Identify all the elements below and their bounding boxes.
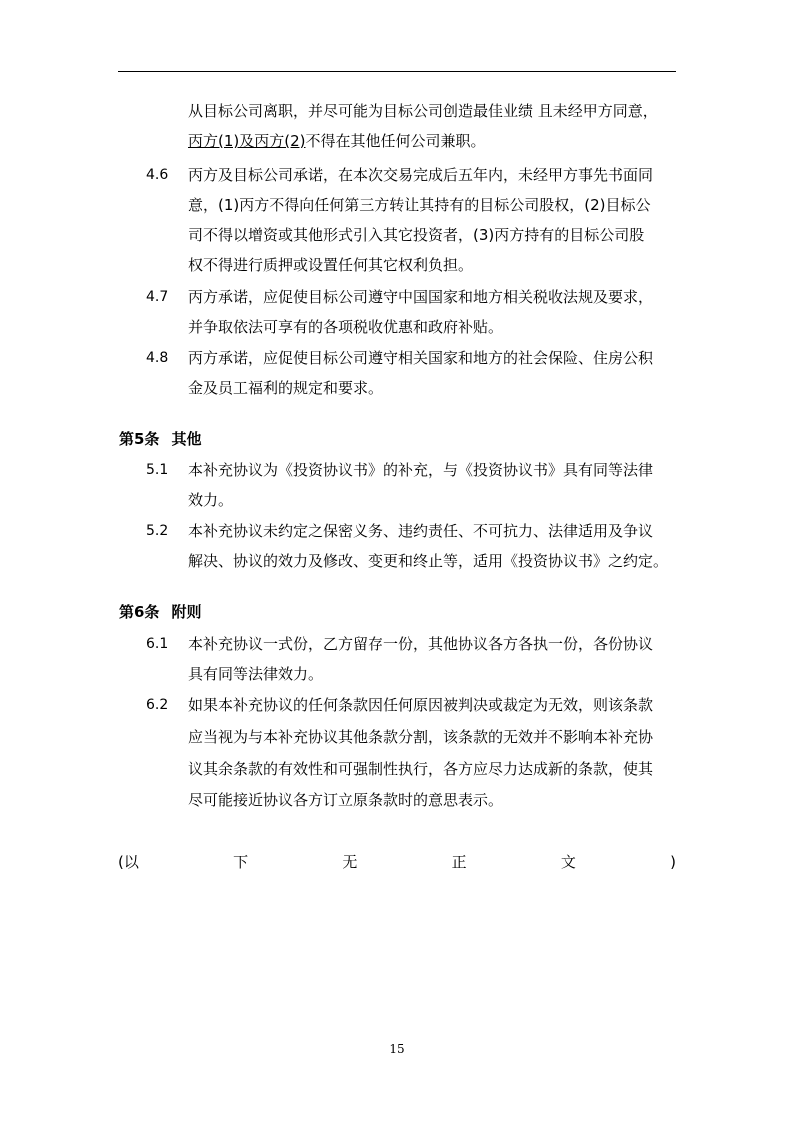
clause-6-2-line-3: 议其余条款的有效性和可强制性执行，各方应尽力达成新的条款，使其: [188, 760, 654, 778]
clause-number-6-1: 6.1: [146, 636, 169, 652]
end-marker-char: 文: [560, 853, 576, 871]
end-of-text-marker: [118, 851, 676, 873]
clause-4-8-line-1: 丙方承诺，应促使目标公司遵守相关国家和地方的社会保险、住房公积: [188, 349, 654, 367]
clause-5-1-line-2: 效力。: [188, 491, 234, 509]
clause-5-1-line-1: 本补充协议为《投资协议书》的补充，与《投资协议书》具有同等法律: [188, 461, 654, 479]
clause-4-7-line-2: 并争取依法可享有的各项税收优惠和政府补贴。: [188, 318, 504, 336]
clause-6-1-line-2: 具有同等法律效力。: [188, 665, 324, 683]
clause-number-4-8: 4.8: [146, 350, 169, 366]
header-rule: [118, 71, 676, 72]
section-6-label: 第6条: [119, 603, 160, 621]
clause-6-2-line-2: 应当视为与本补充协议其他条款分割，该条款的无效并不影响本补充协: [188, 728, 654, 746]
party-c-reference: 丙方(1)及丙方(2): [188, 132, 306, 150]
clause-4-6-line-3: 司不得以增资或其他形式引入其它投资者，(3)丙方持有的目标公司股: [188, 226, 645, 244]
section-6-heading: [119, 602, 201, 622]
end-marker-char: (以: [118, 853, 139, 871]
clause-4-8-line-2: 金及员工福利的规定和要求。: [188, 379, 384, 397]
section-5-title: 其他: [171, 430, 202, 448]
clause-6-1-line-1: 本补充协议一式份，乙方留存一份，其他协议各方各执一份，各份协议: [188, 635, 654, 653]
section-5-label: 第5条: [119, 430, 160, 448]
end-marker-char: ): [670, 853, 676, 871]
clause-number-4-7: 4.7: [146, 289, 169, 305]
clause-6-2-line-4: 尽可能接近协议各方订立原条款时的意思表示。: [188, 791, 504, 809]
clause-4-6-line-2: 意，(1)丙方不得向任何第三方转让其持有的目标公司股权，(2)目标公: [188, 196, 651, 214]
clause-4-7-line-1: 丙方承诺，应促使目标公司遵守中国国家和地方相关税收法规及要求，: [188, 288, 654, 306]
clause-number-4-6: 4.6: [146, 167, 169, 183]
continuation-line-1: 从目标公司离职，并尽可能为目标公司创造最佳业绩 且未经甲方同意，: [188, 102, 658, 120]
section-6-title: 附则: [171, 603, 202, 621]
clause-6-2-line-1: 如果本补充协议的任何条款因任何原因被判决或裁定为无效，则该条款: [188, 696, 654, 714]
section-5-heading: [119, 429, 201, 449]
end-marker-char: 正: [451, 853, 467, 871]
continuation-line-2: [188, 131, 486, 151]
continuation-line-2-rest: 不得在其他任何公司兼职。: [305, 132, 486, 150]
end-marker-char: 下: [233, 853, 249, 871]
clause-4-6-line-1: 丙方及目标公司承诺，在本次交易完成后五年内，未经甲方事先书面同: [188, 166, 654, 184]
clause-number-6-2: 6.2: [146, 697, 169, 713]
clause-number-5-2: 5.2: [146, 523, 169, 539]
clause-5-2-line-2: 解决、协议的效力及修改、变更和终止等，适用《投资协议书》之约定。: [188, 552, 669, 570]
end-marker-char: 无: [342, 853, 358, 871]
clause-number-5-1: 5.1: [146, 462, 169, 478]
clause-4-6-line-4: 权不得进行质押或设置任何其它权利负担。: [188, 256, 474, 274]
clause-5-2-line-1: 本补充协议未约定之保密义务、违约责任、不可抗力、法律适用及争议: [188, 522, 654, 540]
page-number: 15: [389, 1042, 405, 1056]
